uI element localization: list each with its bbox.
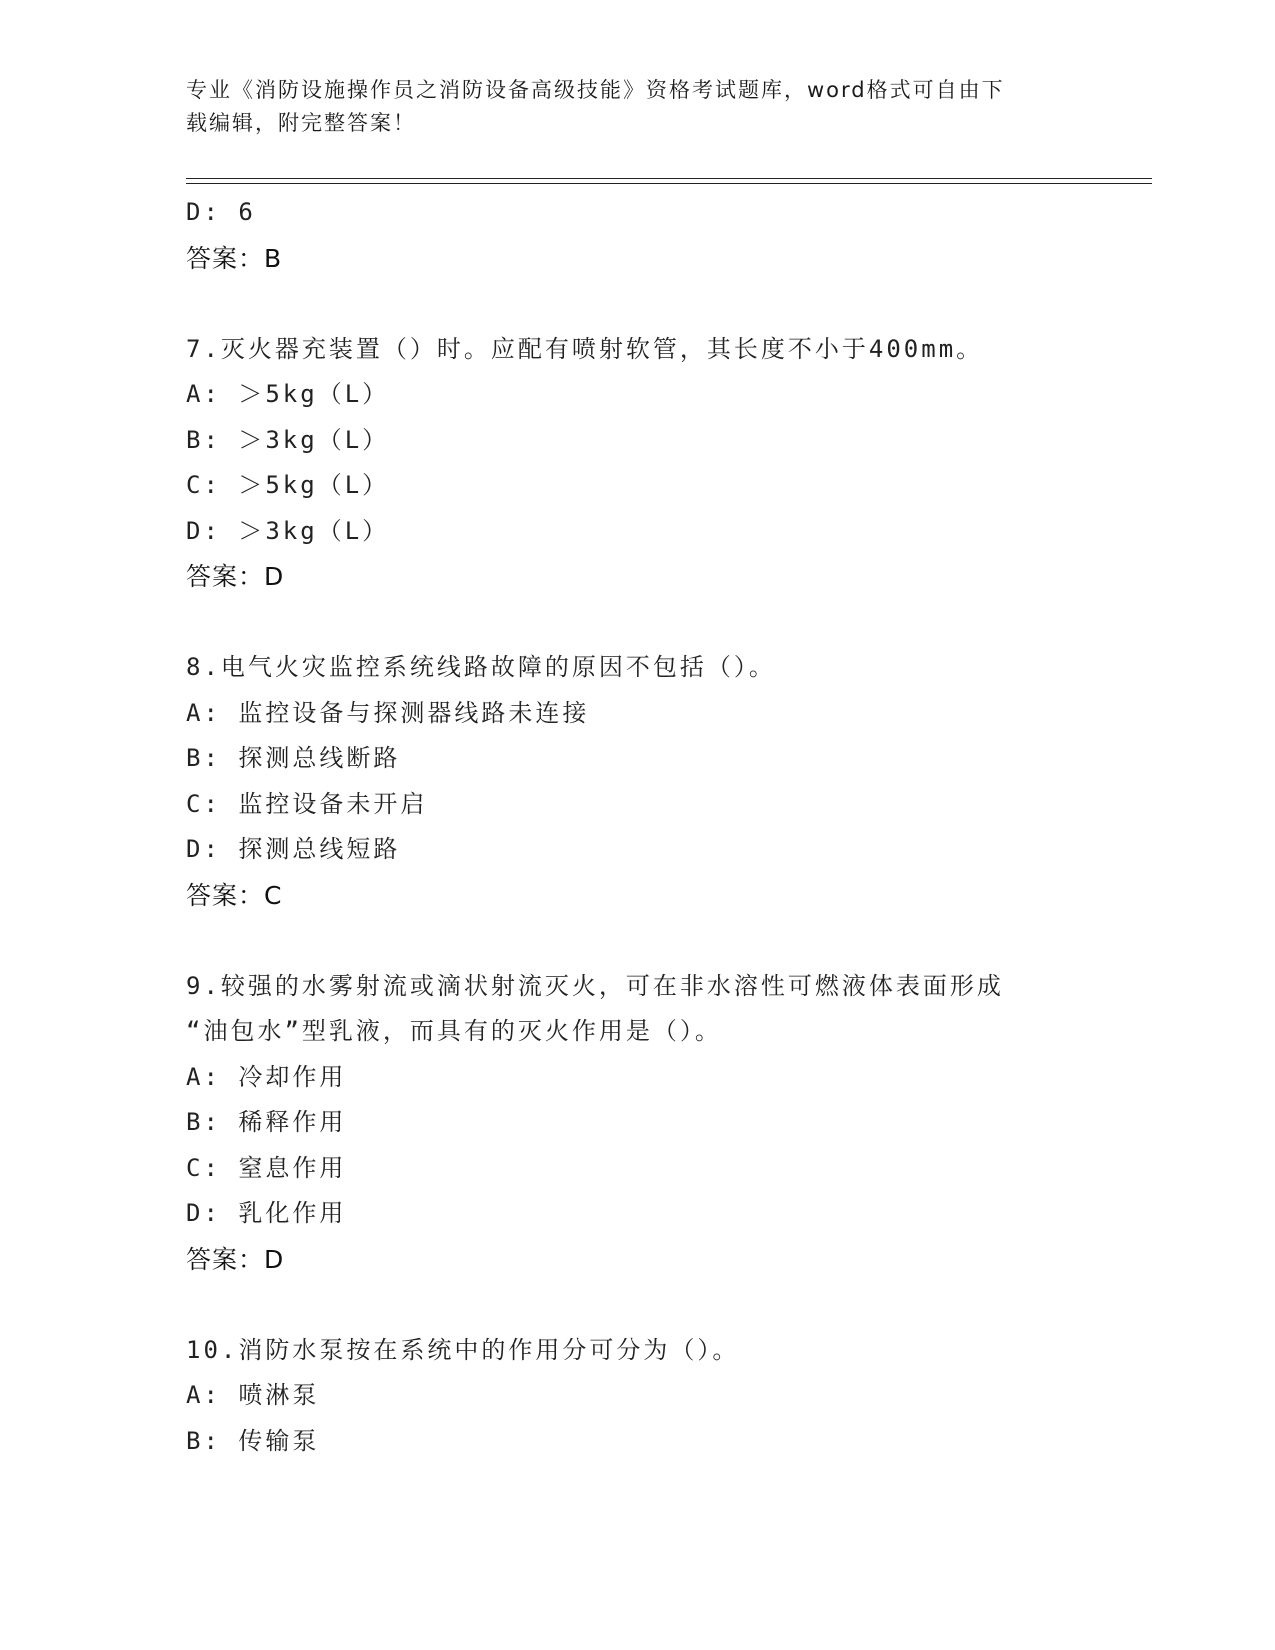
header-line-2: 载编辑，附完整答案！ (186, 111, 416, 135)
question-7 (186, 327, 1086, 600)
question-6-answer: 答案：B (186, 243, 283, 273)
question-10 (186, 1328, 1086, 1465)
answer: 答案：C (186, 880, 283, 910)
header-rule-bottom (186, 183, 1152, 184)
question-list (186, 190, 1086, 1464)
question-stem: 10.消防水泵按在系统中的作用分可分为（）。 (186, 1335, 740, 1364)
header-rule-top (186, 178, 1152, 179)
answer: 答案：D (186, 1244, 285, 1274)
option-b: B: 稀释作用 (186, 1108, 347, 1136)
option-d: D: ＞3kg（L） (186, 516, 390, 545)
option-a: A: 喷淋泵 (186, 1381, 320, 1409)
question-stem-line-1: 9.较强的水雾射流或滴状射流灭火，可在非水溶性可燃液体表面形成 (186, 971, 1004, 1000)
option-b: B: 传输泵 (186, 1426, 320, 1455)
option-d: D: 探测总线短路 (186, 835, 401, 863)
option-b: B: ＞3kg（L） (186, 425, 390, 454)
question-stem: 8.电气火灾监控系统线路故障的原因不包括（）。 (186, 653, 776, 681)
option-a: A: 监控设备与探测器线路未连接 (186, 698, 590, 727)
question-6-option-d: D: 6 (186, 198, 256, 226)
document-header (186, 74, 1086, 140)
option-c: C: 监控设备未开启 (186, 789, 428, 818)
question-stem: 7.灭火器充装置（）时。应配有喷射软管，其长度不小于400mm。 (186, 334, 984, 363)
question-8 (186, 645, 1086, 918)
option-a: A: ＞5kg（L） (186, 380, 390, 408)
option-a: A: 冷却作用 (186, 1062, 347, 1091)
question-9 (186, 964, 1086, 1283)
header-line-1: 专业《消防设施操作员之消防设备高级技能》资格考试题库，word格式可自由下 (186, 78, 1005, 102)
option-c: C: 窒息作用 (186, 1153, 347, 1182)
option-b: B: 探测总线断路 (186, 744, 401, 772)
answer: 答案：D (186, 562, 285, 591)
option-d: D: 乳化作用 (186, 1199, 347, 1227)
option-c: C: ＞5kg（L） (186, 471, 390, 499)
question-stem-line-2: “油包水”型乳液，而具有的灭火作用是（）。 (186, 1017, 722, 1045)
